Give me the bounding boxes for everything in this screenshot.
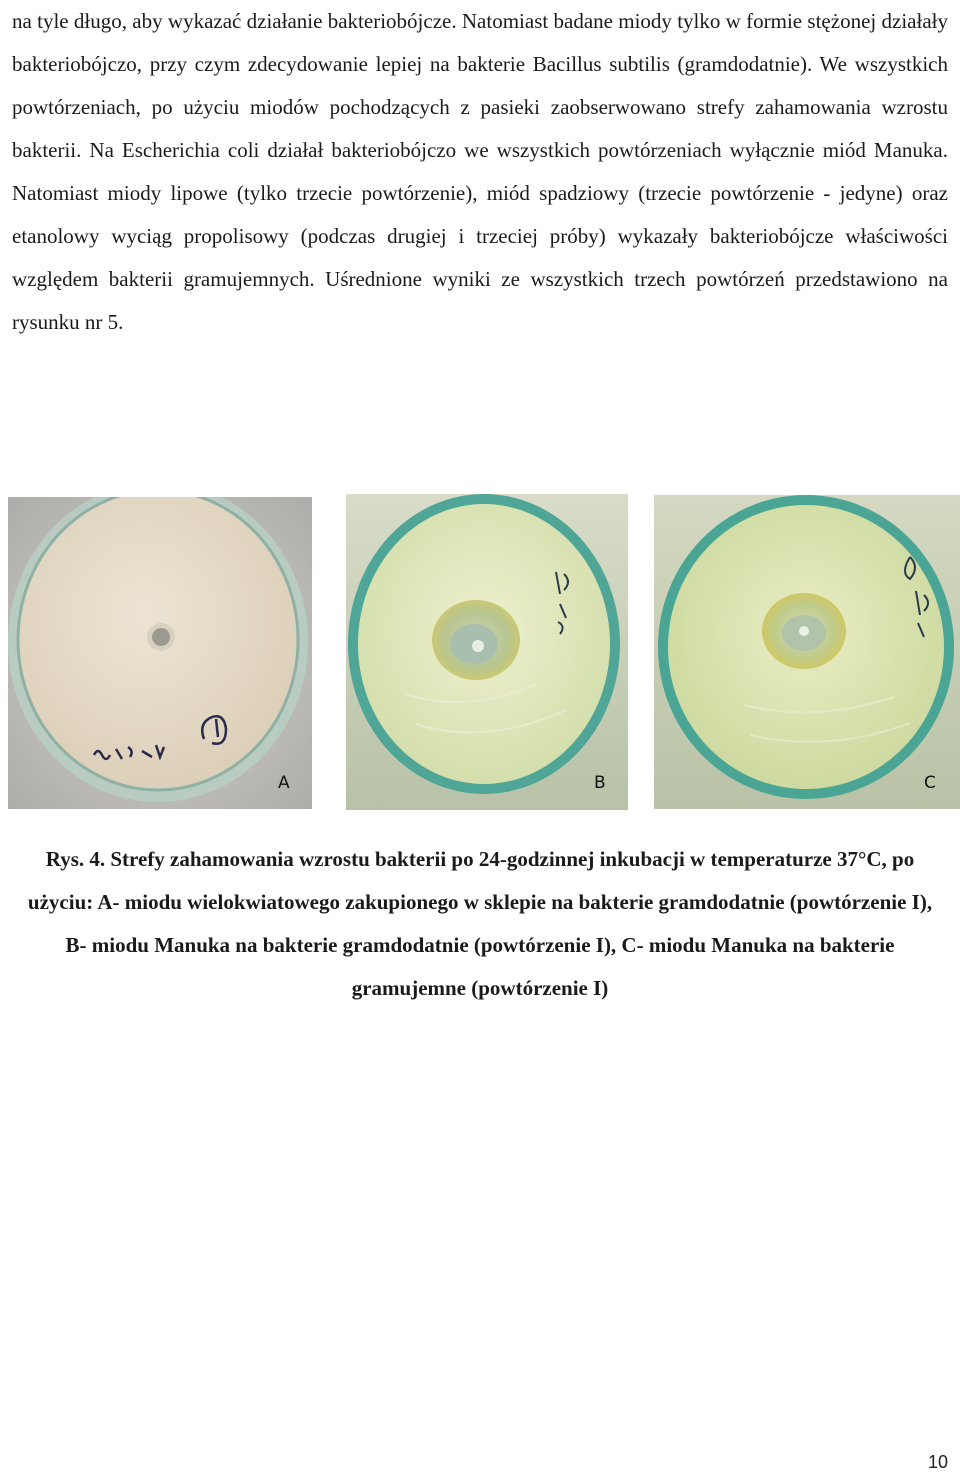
body-paragraph: na tyle długo, aby wykazać działanie bakteriobójcze. Natomiast badane miody tylko w formie stężonej działały bakteriobójczo, przy czym zdecydowanie lepiej na bakterie Bacillus subtilis (gramdodatnie). We wszystkich powtórzeniach, po użyciu miodów pochodzących z pasieki zaobserwowano strefy zahamowania wzrostu bakterii. Na Escherichia coli działał bakteriobójczo we wszystkich powtórzeniach wyłącznie miód Manuka. Natomiast miody lipowe (tylko trzecie powtórzenie), miód spadziowy (trzecie powtórzenie - jedyne) oraz etanolowy wyciąg propolisowy (podczas drugiej i trzeciej próby) wykazały bakteriobójcze właściwości względem bakterii gramujemnych. Uśrednione wyniki ze wszystkich trzech powtórzeń przedstawiono na rysunku nr 5.: [12, 9, 948, 334]
page-number: 10: [927, 1452, 948, 1472]
petri-dish-photo-c: [654, 495, 960, 809]
panel-label-a: A: [278, 773, 290, 793]
panel-label-b: B: [594, 773, 606, 793]
petri-dish-photo-b: [346, 494, 628, 810]
figure-caption: Rys. 4. Strefy zahamowania wzrostu bakterii po 24-godzinnej inkubacji w temperaturze 37°C, po użyciu: A- miodu wielokwiatowego zakupionego w sklepie na bakterie gramdodatnie (powtórzenie I), B- miodu Manuka na bakterie gramdodatnie (powtórzenie I), C- miodu Manuka na bakterie gramujemne (powtórzenie I): [27, 847, 933, 1000]
petri-dish-photo-a: [8, 497, 312, 809]
figure-petri-dishes: [0, 490, 960, 810]
panel-label-c: C: [924, 773, 936, 793]
